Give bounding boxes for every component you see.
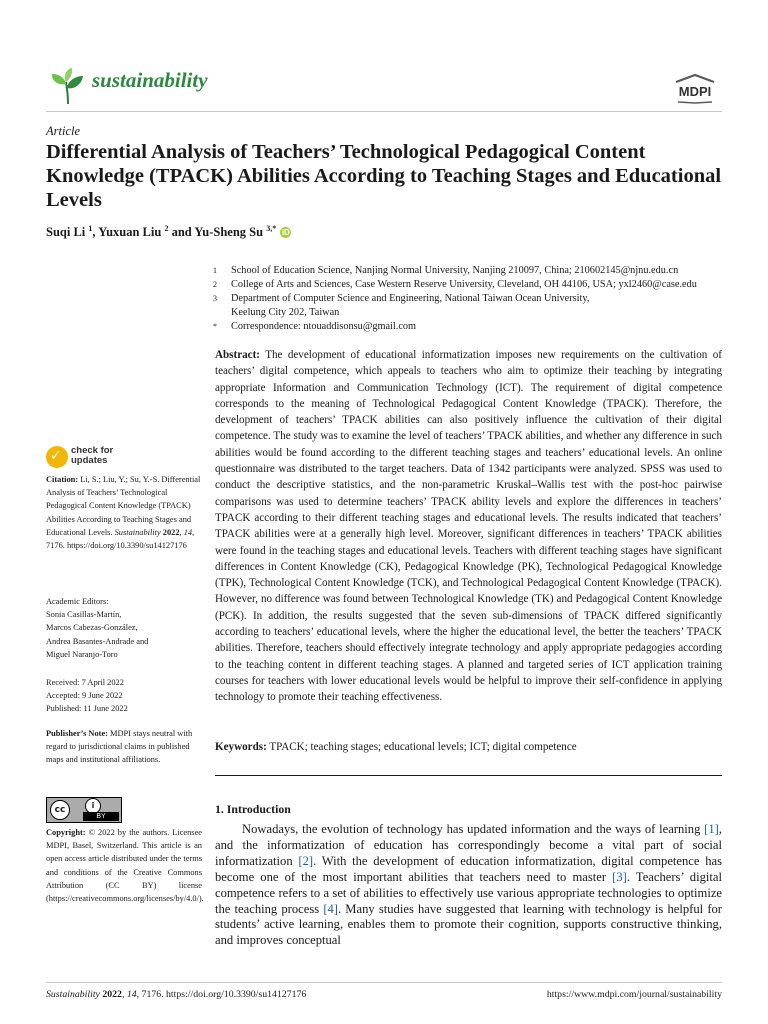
reference-link[interactable]: [2] bbox=[298, 853, 314, 868]
publishers-note-label: Publisher’s Note: bbox=[46, 729, 108, 738]
author-affiliation-marker: 2 bbox=[164, 224, 169, 233]
editor-name: Marcos Cabezas-González, bbox=[46, 623, 138, 633]
affiliation-text: Keelung City 202, Taiwan bbox=[231, 307, 340, 318]
cc-by-label: BY bbox=[83, 812, 119, 821]
journal-name[interactable]: sustainability bbox=[92, 68, 208, 92]
author-name[interactable]: Yu-Sheng Su bbox=[194, 225, 264, 240]
editor-name: Andrea Basantes-Andrade and bbox=[46, 636, 149, 646]
abstract bbox=[215, 347, 722, 706]
publishers-note-text: MDPI stays neutral with regard to jurisdictional claims in published maps and institutional affiliations. bbox=[46, 729, 193, 765]
orcid-icon[interactable]: iD bbox=[281, 228, 290, 238]
correspondence-marker: * bbox=[213, 322, 217, 331]
author-list bbox=[46, 224, 291, 240]
affiliation-item bbox=[213, 292, 728, 306]
article-type: Article bbox=[46, 124, 81, 138]
footer-journal-url[interactable]: https://www.mdpi.com/journal/sustainability bbox=[546, 989, 722, 1000]
citation-year: 2022 bbox=[162, 527, 180, 537]
editors-label: Academic Editors: bbox=[46, 597, 109, 606]
abstract-label: Abstract: bbox=[215, 349, 260, 361]
introduction-paragraph bbox=[215, 822, 722, 949]
author-affiliation-marker: 1 bbox=[88, 224, 93, 233]
editor-name: Sonia Casillas-Martín, bbox=[46, 610, 122, 620]
attribution-person-icon: i bbox=[85, 798, 101, 814]
footer-volume: 14 bbox=[126, 989, 137, 1000]
affiliation-number: 3 bbox=[213, 294, 217, 303]
check-updates-label: check for bbox=[71, 445, 114, 456]
keywords-text: TPACK; teaching stages; educational levels; ICT; digital competence bbox=[269, 741, 577, 753]
mdpi-logo-text: MDPI bbox=[678, 84, 712, 99]
reference-link[interactable]: [4] bbox=[323, 901, 338, 916]
citation-label: Citation: bbox=[46, 475, 79, 484]
affiliation-number bbox=[213, 306, 231, 320]
keywords bbox=[215, 741, 722, 753]
publishers-note bbox=[46, 727, 202, 767]
published-date: Published: 11 June 2022 bbox=[46, 704, 128, 714]
author-name[interactable]: Yuxuan Liu bbox=[98, 225, 162, 240]
received-date: Received: 7 April 2022 bbox=[46, 678, 124, 687]
citation-volume: 14 bbox=[183, 527, 193, 537]
affiliation-item bbox=[213, 306, 728, 320]
footer-journal: Sustainability bbox=[46, 989, 100, 1000]
reference-link[interactable]: [3] bbox=[612, 869, 627, 884]
intro-text: Nowadays, the evolution of technology has updated information and the ways of learning bbox=[242, 822, 705, 836]
keywords-label: Keywords: bbox=[215, 741, 267, 753]
affiliations bbox=[213, 264, 728, 334]
citation-text: Li, S.; Liu, Y.; Su, Y.-S. Differential Analysis of Teachers’ Technological Pedagogical Content Knowledge (TPACK) Abilities According to Teaching Stages and Educational Levels. bbox=[46, 475, 201, 537]
citation-doi[interactable]: , 7176. https://doi.org/10.3390/su14127176 bbox=[46, 527, 195, 551]
footer-divider bbox=[46, 982, 722, 983]
affiliation-number: 1 bbox=[213, 266, 217, 275]
author-separator: and bbox=[168, 225, 195, 240]
copyright-block bbox=[46, 826, 202, 905]
intro-text: . Many studies have suggested that learning with technology is helpful for students’ active learning, enables them to promote their cognition, supports constructive thinking, and improves conceptual bbox=[215, 901, 722, 948]
creative-commons-icon: cc bbox=[50, 800, 70, 820]
affiliation-number: 2 bbox=[213, 280, 217, 289]
academic-editors bbox=[46, 595, 202, 661]
intro-text: . With the development of education informatization, digital competence has become one of the most important abilities that teachers need to master bbox=[215, 853, 722, 884]
copyright-label: Copyright: bbox=[46, 828, 86, 837]
footer-citation: Sustainability 2022, 14, 7176. https://doi.org/10.3390/su14127176 bbox=[46, 989, 307, 1000]
check-updates-label: updates bbox=[71, 455, 108, 466]
author-affiliation-marker: 3,* bbox=[266, 224, 277, 233]
section-heading: 1. Introduction bbox=[215, 802, 291, 816]
author-name[interactable]: Suqi Li bbox=[46, 225, 86, 240]
check-updates-icon: ✓ bbox=[46, 446, 68, 468]
affiliation-item bbox=[213, 264, 728, 278]
editor-name: Miguel Naranjo-Toro bbox=[46, 649, 118, 659]
cc-by-license-badge[interactable] bbox=[46, 797, 122, 823]
abstract-text: The development of educational informatization imposes new requirements on the cultivation of teachers’ digital competence, which appeals to teachers who aim to optimize their teaching by integrating appropriate Information and Communication Technology (ICT). The requirement of digital competence corresponds to the meaning of Technological Pedagogical Content Knowledge (TPACK). Therefore, the development of teachers’ TPACK abilities can also positively influence the cultivation of their digital competence. The study was to examine the level of teachers’ TPACK abilities, and whether any difference in such abilities would be found according to the different teaching stages and teachers’ educational levels. An online questionnaire was distributed to the target teachers. Data of 1342 participants were analyzed. SPSS was used to conduct the descriptive statistics, and the non-parametric Kruskal–Wallis test with the post-hoc pairwise comparisons was used to determine teachers’ TPACK ability levels and explore the differences in teachers’ TPACK according to their different teaching stages and educational levels. The results indicated that teachers’ TPACK abilities were at a generally high level. Moreover, significant differences in teachers’ TPACK abilities were found in the teaching stages and educational levels. Teachers with different teaching stages have significant differences in Content Knowledge (CK), Pedagogical Knowledge (PK), Technological Pedagogical Knowledge (TPK), Technological Content Knowledge (TCK), and Technological Pedagogical Content Knowledge (TPACK). However, no difference was found between Technological Knowledge (TK) and Pedagogical Content Knowledge (PCK). In addition, the results suggested that the seven sub-dimensions of TPACK differed significantly according to teachers’ educational levels, where the higher the educational level, the better the teachers’ TPACK abilities. Therefore, teachers should effectively integrate technology and apply appropriate pedagogies according to the teaching content in different teaching stages. A planned and targeted series of ICT application training courses for teachers with lower educational levels would be helpful to improve their self-confidence in applying technology to promote their teaching effectiveness. bbox=[215, 349, 722, 704]
intro-text: , and the informatization of education has correspondingly become a vital part of social informatization bbox=[215, 822, 722, 868]
affiliation-text: Department of Computer Science and Engineering, National Taiwan Ocean University, bbox=[231, 293, 590, 304]
footer-doi[interactable]: , 7176. https://doi.org/10.3390/su14127176 bbox=[136, 989, 307, 1000]
reference-link[interactable]: [1] bbox=[704, 822, 719, 836]
correspondence bbox=[213, 320, 728, 334]
affiliation-text: College of Arts and Sciences, Case Western Reserve University, Cleveland, OH 44106, USA; yxl2460@case.edu bbox=[231, 279, 697, 290]
accepted-date: Accepted: 9 June 2022 bbox=[46, 691, 123, 701]
citation-journal: Sustainability bbox=[114, 527, 161, 537]
article-title: Differential Analysis of Teachers’ Technological Pedagogical Content Knowledge (TPACK) Abilities According to Teaching Stages and Educational Levels bbox=[46, 141, 722, 211]
mdpi-logo[interactable] bbox=[668, 74, 722, 104]
sustainability-leaf-logo bbox=[48, 66, 88, 106]
author-separator: , bbox=[92, 225, 99, 240]
affiliation-text: School of Education Science, Nanjing Normal University, Nanjing 210097, China; 210602145@njnu.edu.cn bbox=[231, 265, 679, 276]
intro-text: . Teachers’ digital competence refers to a set of abilities to effectively use various appropriate technologies to optimize the teaching process bbox=[215, 869, 722, 916]
publication-dates bbox=[46, 676, 202, 716]
citation-block: Citation: Li, S.; Liu, Y.; Su, Y.-S. Differential Analysis of Teachers’ Technological Pedagogical Content Knowledge (TPACK) Abilities According to Teaching Stages and Educational Levels. Sustainability 2022, 14, 7176. https://doi.org/10.3390/su14127176 bbox=[46, 475, 201, 551]
affiliation-item bbox=[213, 278, 728, 292]
copyright-text: © 2022 by the authors. Licensee MDPI, Basel, Switzerland. This article is an open access article distributed under the terms and conditions of the Creative Commons Attribution (CC BY) license (https://creativecommons.org/licenses/by/4.0/). bbox=[46, 828, 204, 904]
footer-year: 2022 bbox=[102, 989, 122, 1000]
header-divider bbox=[46, 111, 722, 112]
correspondence-text: Correspondence: ntouaddisonsu@gmail.com bbox=[231, 321, 417, 332]
keywords-divider bbox=[215, 775, 722, 776]
check-for-updates-badge[interactable] bbox=[46, 445, 116, 471]
